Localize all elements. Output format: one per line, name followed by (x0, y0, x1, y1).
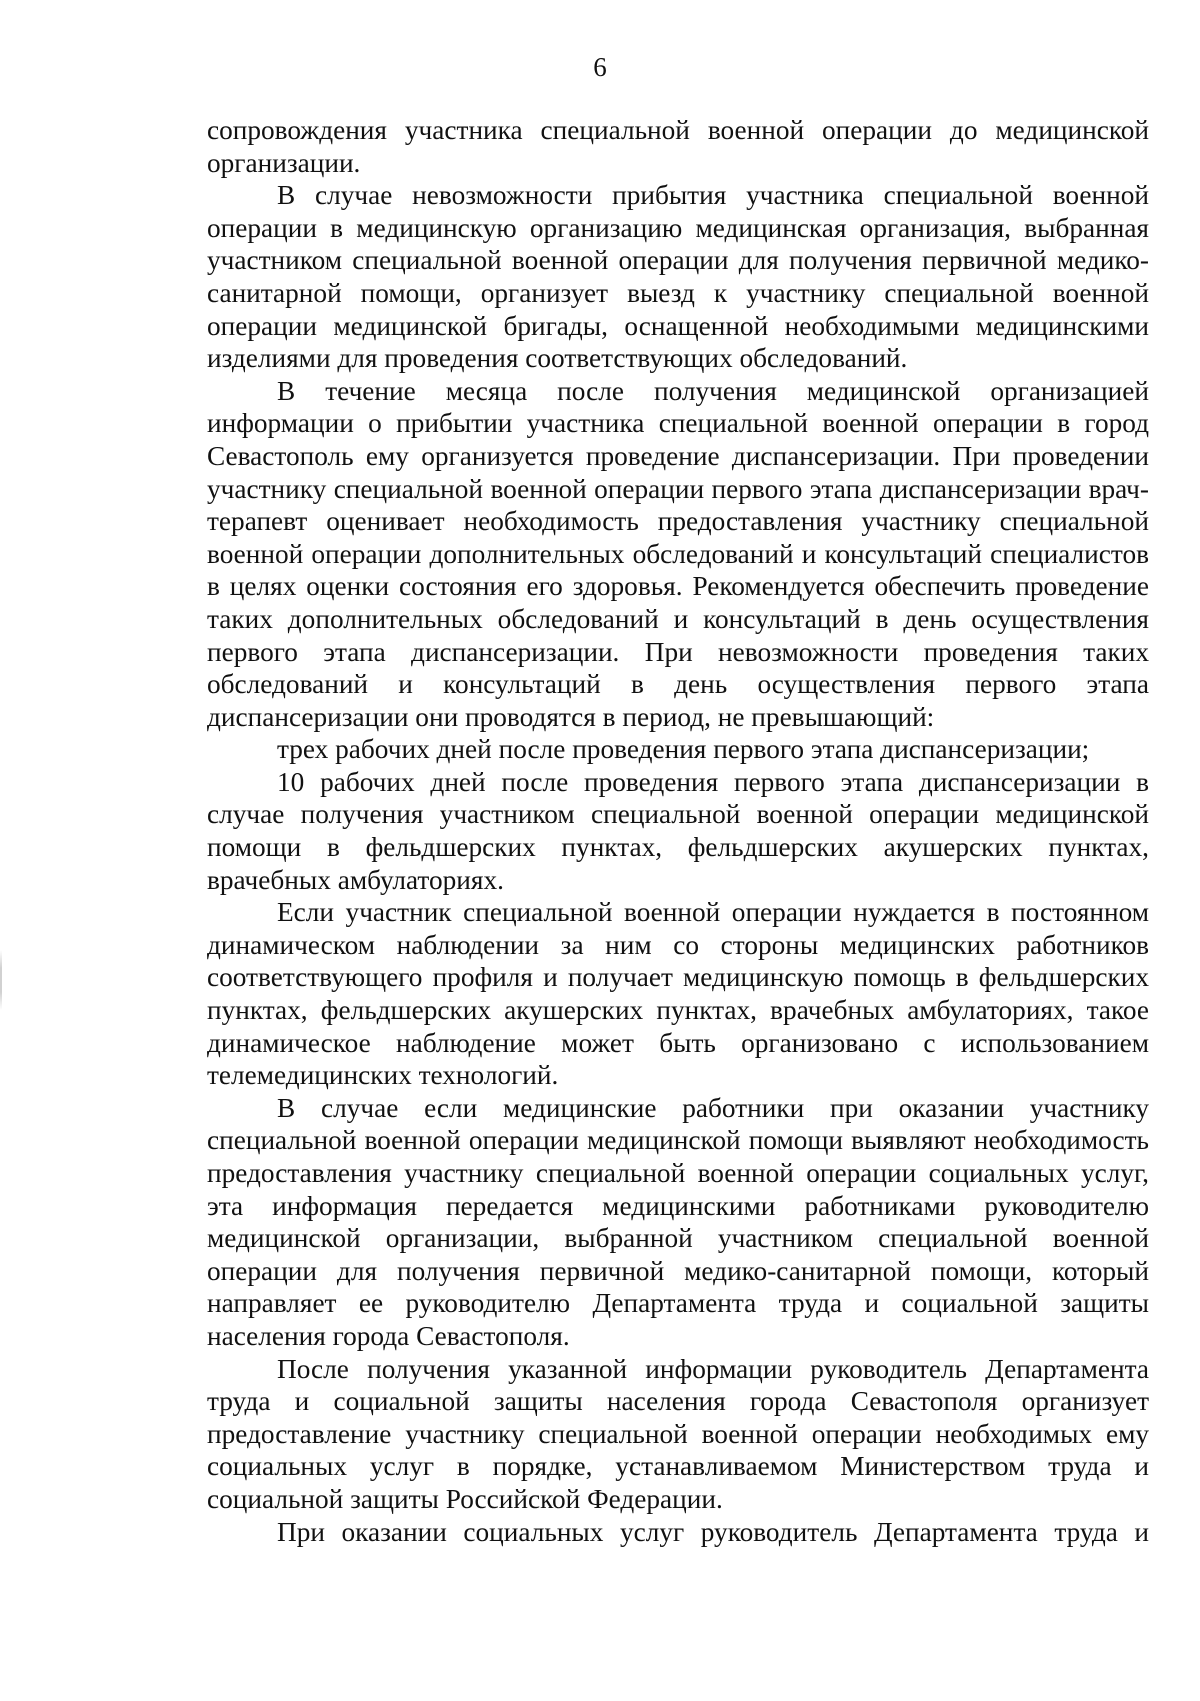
document-body (207, 114, 1149, 1548)
paragraph-dispensarization: В течение месяца после получения медицинской организацией информации о прибытии участника специальной военной операции в город Севастополь ему организуется проведение диспансеризации. При проведении участнику специальной военной операции первого этапа диспансеризации врач-терапевт оценивает необходимость предоставления участнику специальной военной операции дополнительных обследований и консультаций специалистов в целях оценки состояния его здоровья. Рекомендуется обеспечить проведение таких дополнительных обследований и консультаций в день осуществления первого этапа диспансеризации. При невозможности проведения таких обследований и консультаций в день осуществления первого этапа диспансеризации они проводятся в период, не превышающий: (207, 375, 1149, 732)
paragraph-ten-working-days: 10 рабочих дней после проведения первого этапа диспансеризации в случае получения участником специальной военной операции медицинской помощи в фельдшерских пунктах, фельдшерских акушерских пунктах, врачебных амбулаториях. (207, 766, 1149, 895)
paragraph-department-organizes: После получения указанной информации руководитель Департамента труда и социальной защиты населения города Севастополя организует предоставление участнику специальной военной операции необходимых ему социальных услуг в порядке, устанавливаемом Министерством труда и социальной защиты Российской Федерации. (207, 1353, 1149, 1514)
paragraph-continuation: сопровождения участника специальной военной операции до медицинской организации. (207, 115, 1149, 178)
paragraph-three-working-days: трех рабочих дней после проведения первого этапа диспансеризации; (277, 734, 1090, 765)
paragraph-medical-team-visit: В случае невозможности прибытия участника специальной военной операции в медицинскую организацию медицинская организация, выбранная участником специальной военной операции для получения первичной медико-санитарной помощи, организует выезд к участнику специальной военной операции медицинской бригады, оснащенной необходимыми медицинскими изделиями для проведения соответствующих обследований. (207, 180, 1149, 374)
paragraph-social-services-need: В случае если медицинские работники при оказании участнику специальной военной операции медицинской помощи выявляют необходимость предоставления участнику специальной военной операции социальных услуг, эта информация передается медицинскими работниками руководителю медицинской организации, выбранной участником специальной военной операции для получения первичной медико-санитарной помощи, который направляет ее руководителю Департамента труда и социальной защиты населения города Севастополя. (207, 1092, 1149, 1351)
paragraph-social-services-provision: При оказании социальных услуг руководитель Департамента труда и (277, 1516, 1149, 1547)
paragraph-dynamic-observation: Если участник специальной военной операции нуждается в постоянном динамическом наблюдении за ним со стороны медицинских работников соответствующего профиля и получает медицинскую помощь в фельдшерских пунктах, фельдшерских акушерских пунктах, врачебных амбулаториях, такое динамическое наблюдение может быть организовано с использованием телемедицинских технологий. (207, 897, 1149, 1091)
scan-edge-mark (0, 950, 2, 1010)
page-number: 6 (593, 52, 607, 82)
